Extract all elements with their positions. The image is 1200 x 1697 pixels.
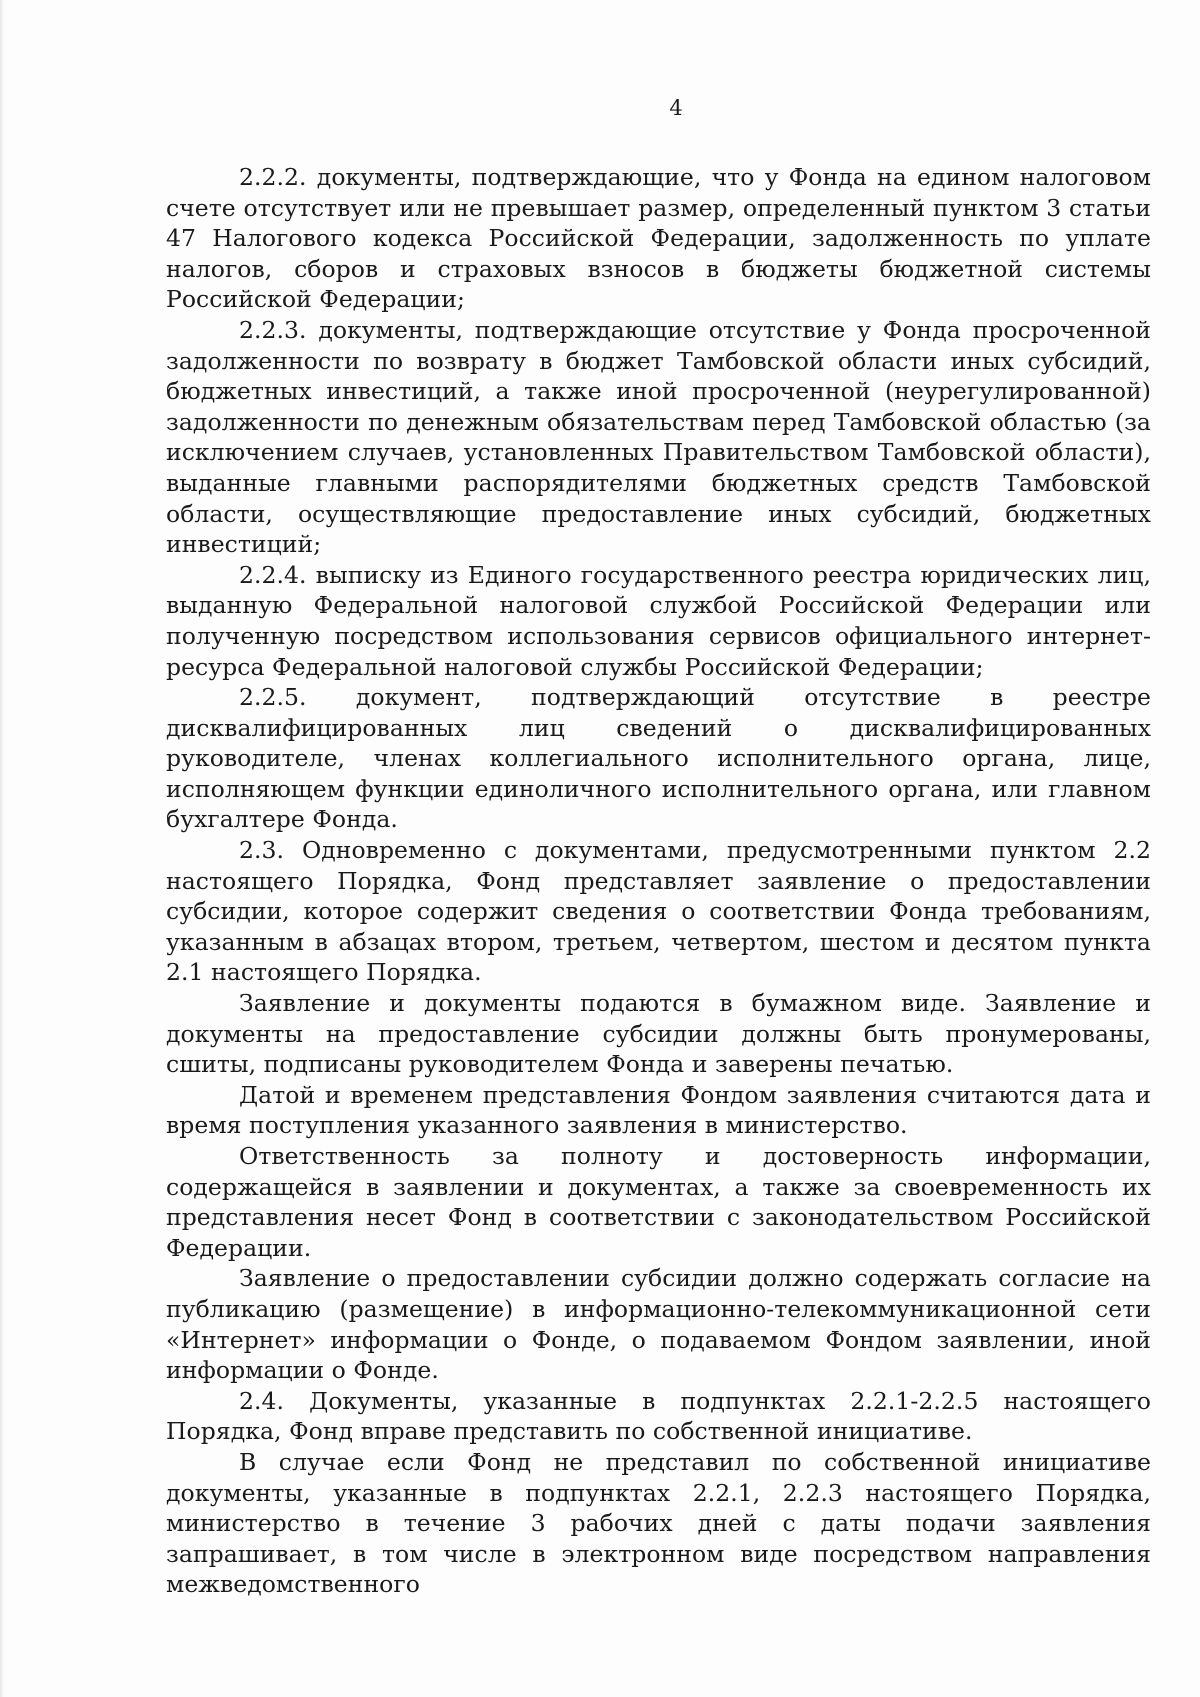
paragraph-2-2-4: 2.2.4. выписку из Единого государственного реестра юридических лиц, выданную Федеральной налоговой службой Российской Федерации или полученную посредством использования сервисов официального интернет-ресурса Федеральной налоговой службы Российской Федерации;	[166, 560, 1151, 681]
document-body	[166, 162, 1151, 1600]
paragraph-interagency-request: В случае если Фонд не представил по собственной инициативе документы, указанные в подпунктах 2.2.1, 2.2.3 настоящего Порядка, министерство в течение 3 рабочих дней с даты подачи заявления запрашивает, в том числе в электронном виде посредством направления межведомственного	[166, 1447, 1151, 1599]
paragraph-submission-date: Датой и временем представления Фондом заявления считаются дата и время поступления указанного заявления в министерство.	[166, 1080, 1151, 1140]
paragraph-2-4: 2.4. Документы, указанные в подпунктах 2.2.1-2.2.5 настоящего Порядка, Фонд вправе представить по собственной инициативе.	[166, 1386, 1151, 1446]
page-number: 4	[669, 96, 683, 120]
paragraph-responsibility: Ответственность за полноту и достоверность информации, содержащейся в заявлении и документах, а также за своевременность их представления несет Фонд в соответствии с законодательством Российской Федерации.	[166, 1142, 1151, 1262]
paragraph-paper-submission: Заявление и документы подаются в бумажном виде. Заявление и документы на предоставление субсидии должны быть пронумерованы, сшиты, подписаны руководителем Фонда и заверены печатью.	[166, 989, 1151, 1079]
paragraph-2-2-2: 2.2.2. документы, подтверждающие, что у Фонда на едином налоговом счете отсутствует или не превышает размер, определенный пунктом 3 статьи 47 Налогового кодекса Российской Федерации, задолженность по уплате налогов, сборов и страховых взносов в бюджеты бюджетной системы Российской Федерации;	[166, 163, 1151, 314]
paragraph-2-2-3: 2.2.3. документы, подтверждающие отсутствие у Фонда просроченной задолженности по возврату в бюджет Тамбовской области иных субсидий, бюджетных инвестиций, а также иной просроченной (неурегулированной) задолженности по денежным обязательствам перед Тамбовской областью (за исключением случаев, установленных Правительством Тамбовской области), выданные главными распорядителями бюджетных средств Тамбовской области, осуществляющие предоставление иных субсидий, бюджетных инвестиций;	[166, 315, 1151, 559]
paragraph-2-2-5: 2.2.5. документ, подтверждающий отсутствие в реестре дисквалифицированных лиц сведений о дисквалифицированных руководителе, членах коллегиального исполнительного органа, лице, исполняющем функции единоличного исполнительного органа, или главном бухгалтере Фонда.	[166, 683, 1151, 834]
paragraph-publication-consent: Заявление о предоставлении субсидии должно содержать согласие на публикацию (размещение) в информационно-телекоммуникационной сети «Интернет» информации о Фонде, о подаваемом Фондом заявлении, иной информации о Фонде.	[166, 1264, 1151, 1385]
paragraph-2-3: 2.3. Одновременно с документами, предусмотренными пунктом 2.2 настоящего Порядка, Фонд представляет заявление о предоставлении субсидии, которое содержит сведения о соответствии Фонда требованиям, указанным в абзацах втором, третьем, четвертом, шестом и десятом пункта 2.1 настоящего Порядка.	[166, 836, 1151, 987]
scan-edge-shadow	[0, 0, 4, 1697]
